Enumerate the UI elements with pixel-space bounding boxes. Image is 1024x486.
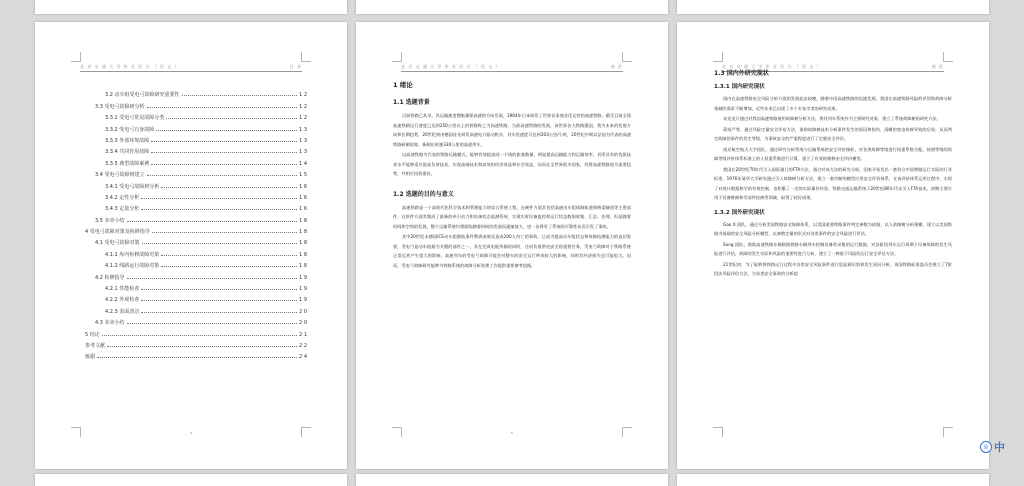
toc-entry[interactable] [85,258,307,269]
toc-entry-page: 1 3 [299,149,307,156]
toc-leader-dots [166,118,297,119]
toc-entry-label: 4.2.2 外观检查 [105,297,140,304]
toc-entry[interactable] [85,178,307,189]
toc-entry[interactable] [85,212,307,223]
toc-entry[interactable] [85,87,307,98]
toc-entry-page: 1 5 [299,172,307,179]
toc-entry[interactable] [85,98,307,109]
toc-leader-dots [97,357,297,358]
page-number: 4 [190,431,192,435]
toc-entry-label: 4.2.1 性能检查 [105,286,140,293]
section-heading: 1.3 国内外研究现状 [714,70,769,77]
toc-entry-label: 4.2.3 表面清洁 [105,308,140,315]
toc-entry[interactable] [85,292,307,303]
toc-entry[interactable] [85,235,307,246]
running-header: 北 京 交 通 大 学 毕 业 设 计 （ 论 文 ） 绪 论 [722,64,944,72]
paragraph: 我国在20世纪70年代引入国际通行的FTA方法，通过对该方法的研究分析，国家开始发出一套符合中国铁路运行实际的行业标准，1976年清华大学研究通过引入故障树分析方法，建立一套诊断的模型应用安全评价体系，在该评价体系运用过程中，实现了对统计数据和学的有效控制，也积累了一定的实际操作经验。铁路交通运输系统于20世纪80年代末引入FTA技术，初期主要应用于设备维修和零部件检修等领域，取得了较好成果。 [714,166,952,200]
toc-entry[interactable] [85,281,307,292]
toc-entry-label: 3.3.3 外部环境故障 [105,137,150,144]
toc-leader-dots [151,152,297,153]
toc-entry-page: 2 0 [299,320,307,327]
toc-entry-page: 1 2 [299,103,307,110]
toc-entry-label: 3.5 本章小结 [95,217,125,224]
toc-entry-label: 4.1.1 库内检修故障对策 [105,251,160,258]
toc-entry-page: 1 2 [299,92,307,99]
paragraph: 国内在高速铁路安全风险分析方面的发展起步较晚，随着中国高速铁路的迅速发展，我国在高速铁路风险的识别和故障分析领域的需求不断增加，近些年来已出现了多个专家学者的研究成果。 [714,96,952,111]
next-page-head [677,474,989,486]
paragraph: 蒋宛严等，通过风险定量安全评估方法，借助故障树技术分析事件发生的原因和损伤，清晰的变电故障导致的后果，从而判定故障的事件的发生等级，为事故安全的严重程度进行了定量安全评估。 [714,126,952,141]
toc-entry-label: 5 结论 [85,331,100,338]
section-heading: 1.1 选题背景 [393,99,430,106]
toc-entry-label: 致谢 [85,354,96,361]
toc-entry-page: 1 6 [299,183,307,190]
toc-entry-label: 4 受电弓故障对策及检修指导 [85,229,150,236]
toc-leader-dots [102,335,297,336]
toc-entry-label: 4.3 本章小结 [95,320,125,327]
toc-entry[interactable] [85,269,307,280]
toc-entry[interactable] [85,201,307,212]
toc-entry-page: 1 3 [299,137,307,144]
section-heading: 1.2 选题的目的与意义 [393,190,454,198]
toc-entry-label: 参考文献 [85,342,106,349]
toc-entry-page: 1 8 [299,217,307,224]
toc-entry-page: 2 2 [299,342,307,349]
previous-page-tail [356,0,668,14]
toc-entry-label: 3.4.1 受电弓故障树分析 [105,183,160,190]
toc-entry[interactable] [85,121,307,132]
toc-leader-dots [142,243,298,244]
document-page-research-status[interactable] [677,22,989,469]
running-header: 北 京 交 通 大 学 毕 业 设 计 （ 论 文 ） 绪 论 [401,64,623,72]
paragraph: Gao X 团队，通过分析美国铁路安全保障体系，以美国重要铁路事件判定参数为依据，以人故障树分析建模，建立以美国铁路为基础的安全风险分析模型，以参数定量的形式对各类事件的安全风险进行评估。 [714,221,952,236]
table-of-contents [85,87,307,360]
toc-leader-dots [161,187,297,188]
toc-entry[interactable] [85,110,307,121]
toc-entry[interactable] [85,144,307,155]
paragraph: 宋龙龙只通过对我国高速铁路使用故障树分析方法，将其列车系统作为主要研究对象，建立了系统故障树的研究方法。 [723,116,941,121]
toc-leader-dots [127,278,298,279]
toc-entry-page: 1 3 [299,126,307,133]
previous-page-tail [677,0,989,14]
toc-entry[interactable] [85,224,307,235]
toc-entry-label: 3.3.4 共同作用故障 [105,149,150,156]
toc-leader-dots [182,95,298,96]
toc-entry-page: 1 9 [299,286,307,293]
toc-entry-page: 1 6 [299,194,307,201]
toc-entry-page: 1 2 [299,115,307,122]
toc-entry[interactable] [85,338,307,349]
toc-leader-dots [152,232,297,233]
document-page-introduction[interactable] [356,22,668,469]
ime-language-label[interactable]: 中 [994,441,1005,454]
toc-entry-label: 3.4 受电弓故障树建立 [95,172,145,179]
toc-entry-label: 4.1 受电弓故障对策 [95,240,140,247]
page-number: 5 [511,431,513,435]
toc-entry[interactable] [85,315,307,326]
toc-entry-page: 1 9 [299,274,307,281]
toc-entry-page: 1 9 [299,297,307,304]
toc-entry-page: 1 6 [299,206,307,213]
toc-leader-dots [127,323,298,324]
chapter-title: 1 绪论 [393,81,413,89]
toc-leader-dots [161,266,297,267]
toc-entry-label: 3.3 受电弓故障树分析 [95,103,145,110]
toc-entry-page: 2 1 [299,331,307,338]
toc-leader-dots [141,300,297,301]
toc-entry-label: 4.2 检修指导 [95,274,125,281]
toc-entry[interactable] [85,349,307,360]
next-page-head [35,474,347,486]
toc-entry[interactable] [85,190,307,201]
toc-entry[interactable] [85,246,307,257]
toc-leader-dots [151,164,297,165]
paragraph: 21世纪初，为了能够将铁路运行过程中各类安全风险事件进行危险源识别和发生原因分析，英国铁路标准委员会建立了7阶段法风险评估方法，为各类安全事故的分析提 [714,261,952,276]
toc-entry-label: 3.3.2 受电弓自身故障 [105,126,155,133]
toc-entry[interactable] [85,326,307,337]
toc-entry[interactable] [85,133,307,144]
running-header: 北 京 交 通 大 学 毕 业 设 计 （ 论 文 ） 目 录 [80,64,302,72]
toc-entry-page: 2 0 [299,308,307,315]
toc-entry-page: 1 8 [299,229,307,236]
toc-entry-label: 3.4.3 定量分析 [105,206,140,213]
paragraph: 目前铁路已从早，其运输速度搜集量要高速的方向发展，1964年日本研发了世界首条商业化运营的高速铁路，截至目前全球高速铁路运行速度已达到250公里以上的铁路称之为高速铁路，当前高速铁路的发展，该世界各大铁路强国，我为未来的发展方向和长期趋势，20世纪初由德国首先研发高速电力驱动机车，其实验速度可达到203公里/小时，20世纪中期以法国为代表的高速铁路研制国家，新制出时速330公里的高速列车。 [393,113,631,147]
toc-leader-dots [141,289,297,290]
toc-leader-dots [147,175,298,176]
toc-entry-page: 1 8 [299,263,307,270]
next-page-head [356,474,668,486]
toc-entry-page: 1 8 [299,251,307,258]
toc-entry-label: 4.1.2 线路运行故障对策 [105,263,160,270]
ime-icon[interactable]: 简 [980,441,992,453]
subsection-heading: 1.3.1 国内研究现状 [714,84,765,90]
input-language-indicator[interactable] [980,440,1005,454]
toc-leader-dots [156,130,297,131]
paragraph: 南京航空航天大学团队，通过研究分析系统与运输系统的安全评价指标，对各类故障等级进行权重系数分配，按照等级的故障等级评价体系标准上的人权重系数进行计算，建立了有效的维修安全评价模型。 [714,146,952,161]
toc-entry-label: 3.2 动车组受电弓故障研究重要性 [105,92,180,99]
toc-entry-page: 2 4 [299,354,307,361]
document-page-toc[interactable] [35,22,347,469]
toc-leader-dots [127,221,298,222]
previous-page-tail [35,0,347,14]
paragraph: 其中20世纪末德国ICE动车组脱轨事件教训深刻及造成200人伤亡的事故，已成为提高动车组状态和故障检测能力的迫切需要，受电弓是动车组最为关键的部件之一，其在完成电能传输的同时，还肩负着供电安全的重要任务，受电弓故障对于铁路系统正常运营产生重大的影响，高速列车的受电弓故障可能会对整车的安全运行带来较大的影响，同时其经济损失也可能很大。因而，受电弓故障研究能够为铁路系统的故障分析处理工作提供重要参考依据。 [393,234,631,268]
paragraph: 以高速铁路为代表的铁路运输模式，能够有效提高同一干线的旅客数量，明显提高运输能力和运输效率，其所具有的优质技术水平能够适应最高负荷技术，实现高端技术和高效的经济效益和社会效益，因而在全世界很多国家，均将高速铁路视为重要趋势，并相应投资建设。 [393,152,631,176]
toc-entry-label: 3.3.1 受电弓常见故障分类 [105,115,165,122]
toc-entry-label: 3.3.5 典型故障案例 [105,160,150,167]
subsection-heading: 1.3.2 国外研究现状 [714,209,765,216]
toc-leader-dots [107,346,297,347]
toc-entry-page: 1 8 [299,240,307,247]
toc-entry[interactable] [85,155,307,166]
toc-leader-dots [141,209,297,210]
toc-entry-page: 1 4 [299,160,307,167]
toc-entry-label: 3.4.2 定性分析 [105,194,140,201]
toc-leader-dots [141,198,297,199]
paragraph: 高速铁路是一个高现代化科学技术和管理能力的综合系统工程，在硬件方面其包括高速动车组线路轨道和桥梁隧道等主要部件，在软件方面其集成了最新的牵引动力和设备状态监测系统；实现实时设备监控和运行状态数据收集、汇总、处理，但是随着时间和空间的发展，整个运输系统均将面临随着时间的发展而逐渐放大，进一步将有了系统的可靠性从而引发了事故。 [393,204,631,229]
toc-entry[interactable] [85,167,307,178]
toc-leader-dots [147,107,298,108]
toc-entry[interactable] [85,303,307,314]
toc-leader-dots [161,255,297,256]
toc-leader-dots [151,141,297,142]
paragraph: Song 团队，借助高速铁路车辆数据铁路车辆列车控制设备常采集的运行数据，对各阶段列车运行周期下设备故障的发生风险进行评估，故障的发生实际和风险的重要性进行分析，建立了一种基于风险的运行安全评估方法。 [714,241,952,256]
toc-leader-dots [141,312,297,313]
